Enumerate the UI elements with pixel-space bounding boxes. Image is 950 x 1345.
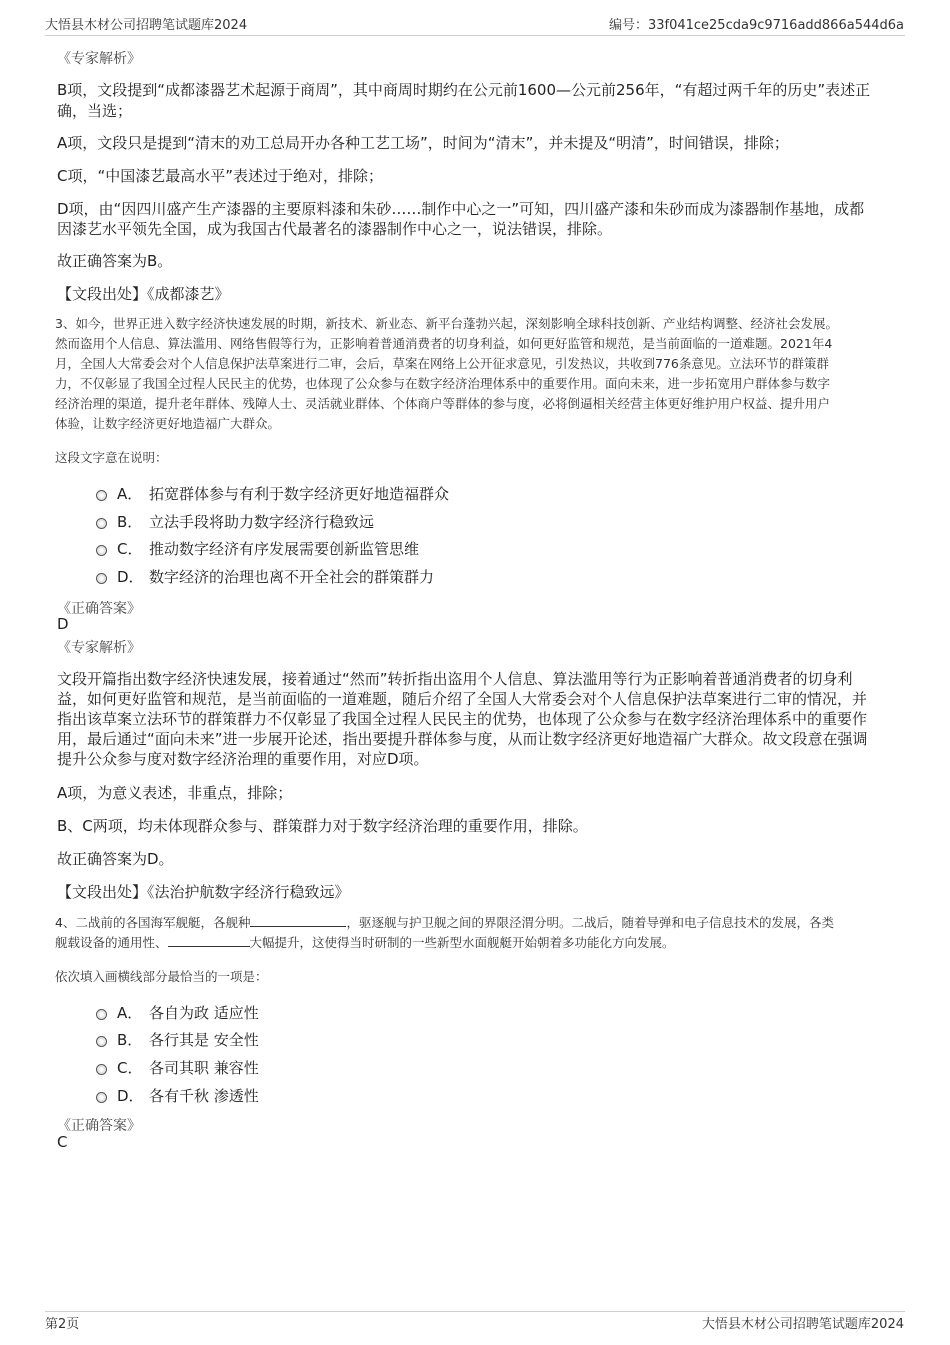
footer-title: 大悟县木材公司招聘笔试题库2024 — [701, 1317, 904, 1332]
question-text: 月，全国人大常委会对个人信息保护法草案进行二审，会后，草案在网络上公开征求意见，引发热议，共收到776条意见。立法环节的群策群 — [55, 356, 829, 371]
option-letter: A． — [117, 485, 143, 503]
option-a[interactable] — [96, 483, 449, 504]
option-letter: A． — [117, 1004, 143, 1022]
question-text-part: ，驱逐舰与护卫舰之间的界限泾渭分明。二战后，随着导弹和电子信息技术的发展，各类 — [346, 915, 834, 930]
option-d[interactable] — [96, 566, 434, 587]
header-divider — [45, 35, 905, 36]
analysis-paragraph: 确，当选； — [57, 102, 133, 120]
option-letter: D． — [117, 1087, 144, 1105]
radio-button[interactable] — [96, 1009, 107, 1020]
correct-answer: D — [57, 615, 69, 633]
analysis-paragraph: 提升公众参与度对数字经济治理的重要作用，对应D项。 — [57, 750, 429, 768]
option-text: 各司其职 兼容性 — [149, 1059, 259, 1077]
question-text: 经济治理的渠道，提升老年群体、残障人士、灵活就业群体、个体商户等群体的参与度，必将倒逼相关经营主体更好维护用户权益、提升用户 — [55, 396, 831, 411]
question-prompt: 这段文字意在说明： — [55, 450, 168, 465]
fill-blank — [250, 912, 346, 927]
question-text: 3、如今，世界正进入数字经济快速发展的时期，新技术、新业态、新平台蓬勃兴起，深刻影响全球科技创新、产业结构调整、经济社会发展。 — [55, 316, 838, 331]
radio-button[interactable] — [96, 1092, 107, 1103]
question-text: 然而盗用个人信息、算法滥用、网络售假等行为，正影响着普通消费者的切身利益，如何更好监管和规范，是当前面临的一道难题。2021年4 — [55, 336, 833, 351]
fill-blank — [168, 932, 250, 947]
analysis-paragraph: 因漆艺水平领先全国，成为我国古代最著名的漆器制作中心之一，说法错误，排除。 — [57, 220, 613, 238]
question-text: 体验，让数字经济更好地造福广大群众。 — [55, 416, 281, 431]
question-text-part: 舰载设备的通用性、 — [55, 935, 168, 950]
analysis-paragraph: 文段开篇指出数字经济快速发展，接着通过“然而”转折指出盗用个人信息、算法滥用等行为正影响着普通消费者的切身利 — [57, 670, 853, 688]
option-letter: C． — [117, 1059, 143, 1077]
analysis-paragraph: A项，为意义表述，非重点，排除； — [57, 784, 293, 802]
question-text-part: 大幅提升，这使得当时研制的一些新型水面舰艇开始朝着多功能化方向发展。 — [249, 935, 675, 950]
option-text: 数字经济的治理也离不开全社会的群策群力 — [149, 568, 435, 586]
option-letter: C． — [117, 540, 143, 558]
radio-button[interactable] — [96, 545, 107, 556]
option-b[interactable] — [96, 1029, 259, 1050]
analysis-paragraph: D项，由“因四川盛产生产漆器的主要原料漆和朱砂……制作中心之一”可知，四川盛产漆和朱砂而成为漆器制作基地，成都 — [57, 200, 865, 218]
correct-answer: C — [57, 1133, 68, 1151]
option-letter: B． — [117, 1031, 143, 1049]
option-text: 各自为政 适应性 — [149, 1004, 259, 1022]
option-d[interactable] — [96, 1085, 259, 1106]
option-a[interactable] — [96, 1002, 259, 1023]
question-text: 力，不仅彰显了我国全过程人民民主的优势，也体现了公众参与在数字经济治理体系中的重要作用。面向未来，进一步拓宽用户群体参与数字 — [55, 376, 831, 391]
page-number: 第2页 — [45, 1317, 80, 1332]
radio-button[interactable] — [96, 518, 107, 529]
analysis-conclusion: 故正确答案为D。 — [57, 850, 174, 868]
analysis-paragraph: 益，如何更好监管和规范，是当前面临的一道难题，随后介绍了全国人大常委会对个人信息保护法草案进行二审的情况，并 — [57, 690, 868, 708]
question-text-part: 4、二战前的各国海军舰艇，各舰种 — [55, 915, 251, 930]
radio-button[interactable] — [96, 1036, 107, 1047]
source-citation: 【文段出处】《法治护航数字经济行稳致远》 — [57, 883, 350, 901]
option-text: 推动数字经济有序发展需要创新监管思维 — [149, 540, 420, 558]
header-title: 大悟县木材公司招聘笔试题库2024 — [45, 18, 248, 33]
analysis-paragraph: 指出该草案立法环节的群策群力不仅彰显了我国全过程人民民主的优势，也体现了公众参与在数字经济治理体系中的重要作 — [57, 710, 868, 728]
option-text: 拓宽群体参与有利于数字经济更好地造福群众 — [149, 485, 450, 503]
analysis-paragraph: B项，文段提到“成都漆器艺术起源于商周”，其中商周时期约在公元前1600—公元前256年，“有超过两千年的历史”表述正 — [57, 81, 871, 99]
option-text: 各有千秋 渗透性 — [149, 1087, 259, 1105]
analysis-paragraph: B、C两项，均未体现群众参与、群策群力对于数字经济治理的重要作用，排除。 — [57, 817, 588, 835]
radio-button[interactable] — [96, 490, 107, 501]
correct-answer-label: 《正确答案》 — [57, 1118, 141, 1134]
question-text — [55, 912, 905, 933]
expert-analysis-label: 《专家解析》 — [57, 640, 141, 656]
expert-analysis-label: 《专家解析》 — [57, 51, 141, 67]
option-letter: D． — [117, 568, 144, 586]
header-document-code: 编号：33f041ce25cda9c9716add866a544d6a — [608, 18, 904, 33]
option-c[interactable] — [96, 538, 419, 559]
question-text — [55, 932, 905, 953]
analysis-paragraph: 用，最后通过“面向未来”进一步展开论述，指出要提升群体参与度，从而让数字经济更好地造福广大群众。故文段意在强调 — [57, 730, 868, 748]
option-text: 各行其是 安全性 — [149, 1031, 259, 1049]
option-text: 立法手段将助力数字经济行稳致远 — [149, 513, 375, 531]
analysis-paragraph: A项，文段只是提到“清末的劝工总局开办各种工艺工场”，时间为“清末”，并未提及“明清”，时间错误，排除； — [57, 134, 789, 152]
option-c[interactable] — [96, 1057, 259, 1078]
question-prompt: 依次填入画横线部分最恰当的一项是： — [55, 969, 268, 984]
option-letter: B． — [117, 513, 143, 531]
option-b[interactable] — [96, 511, 374, 532]
radio-button[interactable] — [96, 573, 107, 584]
analysis-paragraph: C项，“中国漆艺最高水平”表述过于绝对，排除； — [57, 167, 384, 185]
radio-button[interactable] — [96, 1064, 107, 1075]
correct-answer-label: 《正确答案》 — [57, 601, 141, 617]
source-citation: 【文段出处】《成都漆艺》 — [57, 285, 230, 303]
analysis-conclusion: 故正确答案为B。 — [57, 252, 173, 270]
footer-divider — [45, 1311, 905, 1312]
